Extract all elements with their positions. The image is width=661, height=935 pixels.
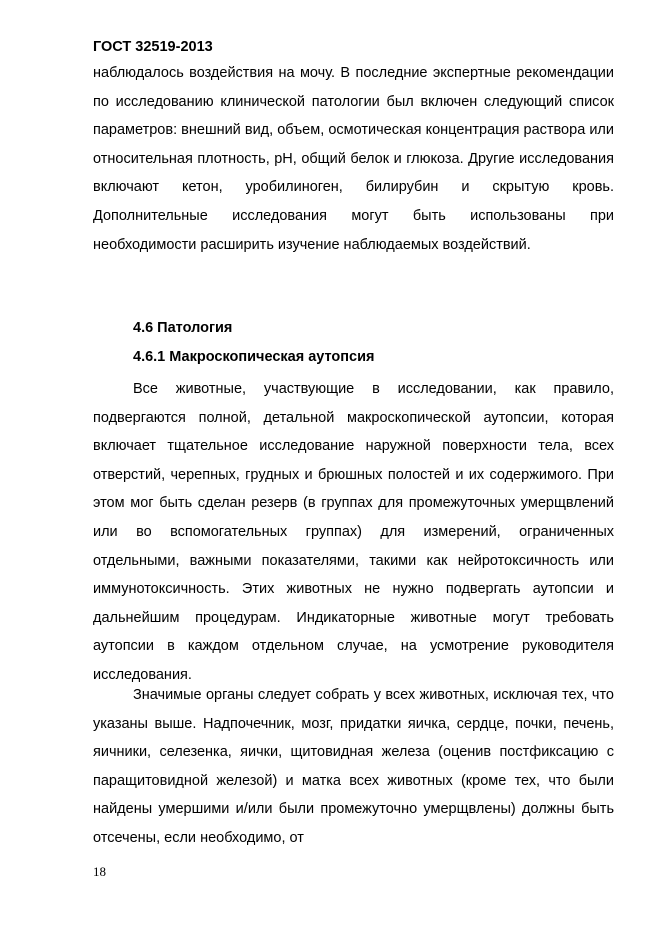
- paragraph-organs: [93, 681, 614, 853]
- paragraph-urinalysis-continuation: [93, 59, 614, 259]
- document-code-header: ГОСТ 32519-2013: [93, 39, 213, 55]
- paragraph-text: наблюдалось воздействия на мочу. В последние экспертные рекомендации по исследованию клинической патологии был включен следующий список параметров: внешний вид, объем, осмотическая концентрация раствора или относительная плотность, pH, общий белок и глюкоза. Другие исследования включают кетон, уробилиноген, билирубин и скрытую кровь. Дополнительные исследования могут быть использованы при необходимости расширить изучение наблюдаемых воздействий.: [93, 65, 614, 253]
- section-heading-pathology: 4.6 Патология: [133, 320, 233, 336]
- page-number: 18: [93, 864, 106, 879]
- paragraph-text: Значимые органы следует собрать у всех животных, исключая тех, что указаны выше. Надпочечник, мозг, придатки яичка, сердце, почки, печень, яичники, селезенка, яички, щитовидная железа (оценив постфиксацию с паращитовидной железой) и матка всех животных (кроме тех, что были найдены умершими и/или были промежуточно умерщвлены) должны быть отсечены, если необходимо, от: [93, 687, 614, 846]
- paragraph-text: Все животные, участвующие в исследовании, как правило, подвергаются полной, детальной макроскопической аутопсии, которая включает тщательное исследование наружной поверхности тела, всех отверстий, черепных, грудных и брюшных полостей и их содержимого. При этом мог быть сделан резерв (в группах для промежуточных умерщвлений или во вспомогательных группах) для измерений, ограниченных отдельными, важными показателями, такими как нейротоксичность или иммунотоксичность. Этих животных не нужно подвергать аутопсии и дальнейшим процедурам. Индикаторные животные могут требовать аутопсии в каждом отдельном случае, на усмотрение руководителя исследования.: [93, 381, 614, 683]
- subsection-heading-macroscopic-autopsy: 4.6.1 Макроскопическая аутопсия: [133, 349, 375, 365]
- paragraph-autopsy: [93, 375, 614, 690]
